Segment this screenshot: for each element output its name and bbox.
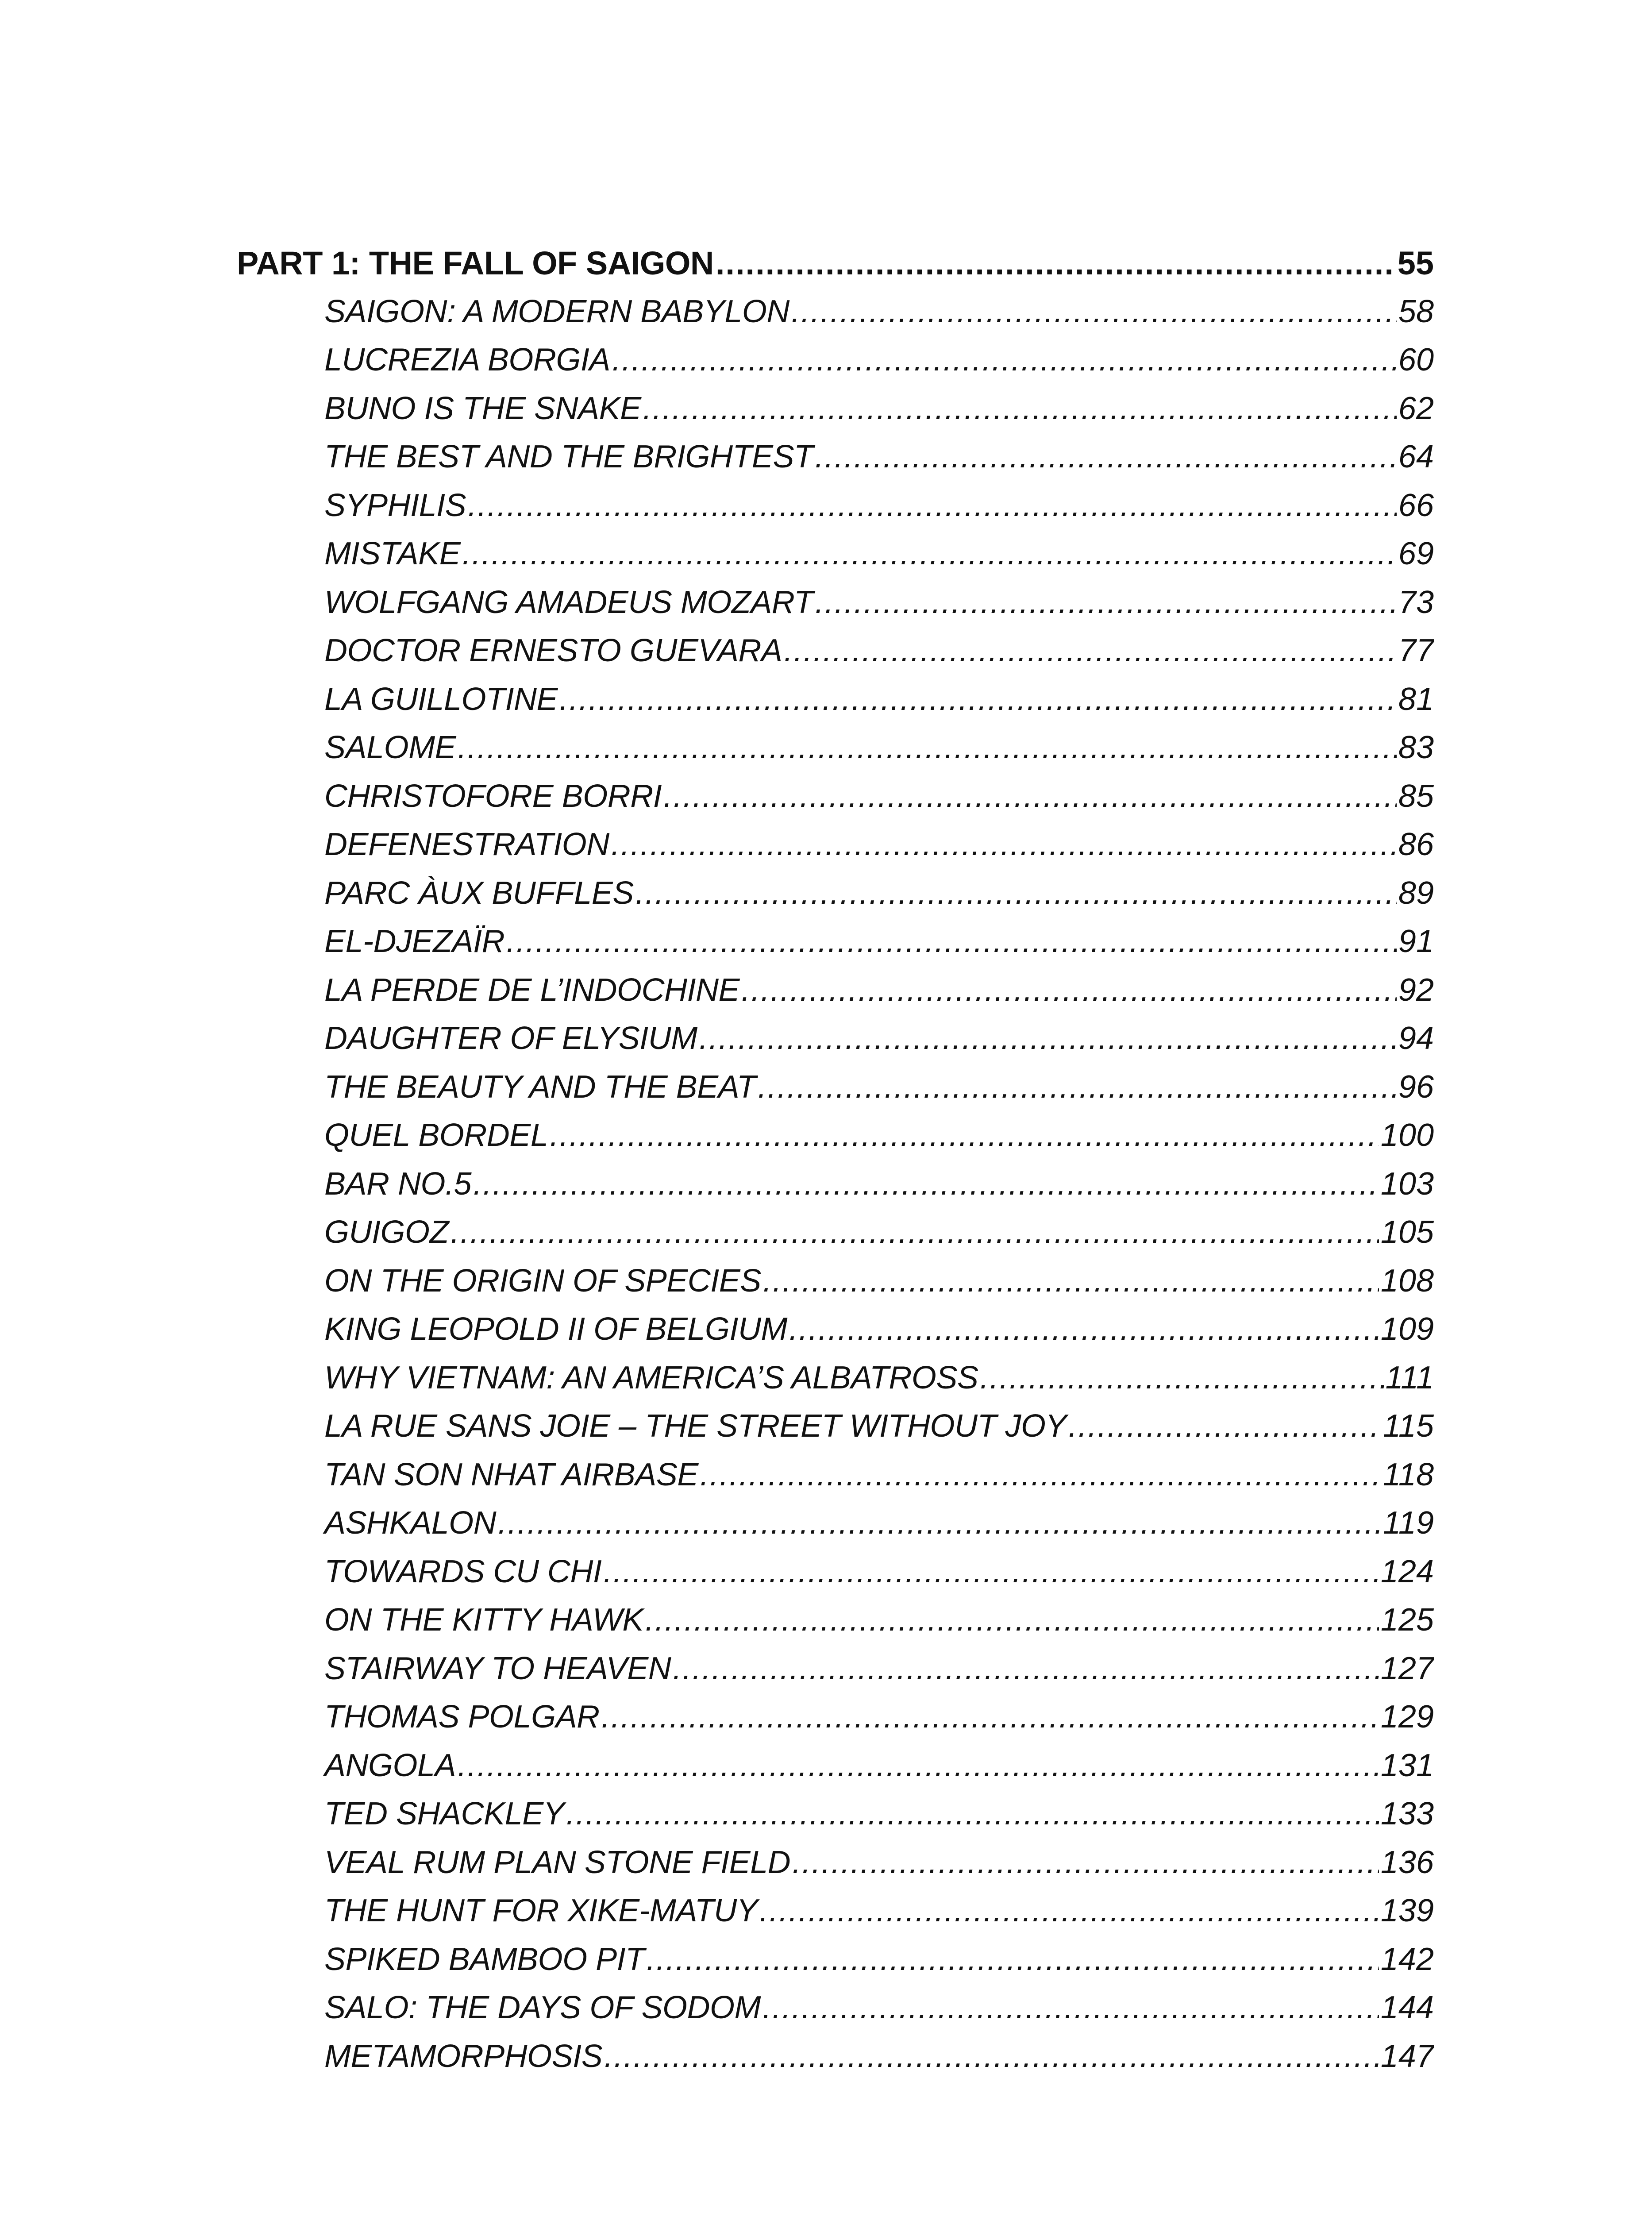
dot-leader	[700, 1451, 1381, 1500]
chapter-page-number: 125	[1380, 1602, 1434, 1638]
part-page-number: 55	[1397, 245, 1434, 281]
chapter-page-number: 131	[1380, 1747, 1434, 1783]
chapter-page-number: 83	[1398, 730, 1434, 765]
dot-leader	[791, 288, 1397, 336]
chapter-page-number: 100	[1380, 1118, 1434, 1153]
dot-leader	[643, 385, 1397, 433]
chapter-page-number: 62	[1398, 390, 1434, 426]
toc-chapter-entry[interactable]	[237, 530, 1434, 578]
chapter-title: KING LEOPOLD II OF BELGIUM	[324, 1311, 787, 1347]
chapter-title: ANGOLA	[324, 1747, 456, 1783]
chapter-page-number: 60	[1398, 342, 1434, 378]
dot-leader	[635, 869, 1397, 918]
dot-leader	[645, 1596, 1379, 1645]
toc-chapter-entry[interactable]	[237, 966, 1434, 1015]
dot-leader	[506, 918, 1397, 966]
dot-leader	[604, 2032, 1379, 2081]
chapter-title: DEFENESTRATION	[324, 827, 609, 862]
dot-leader	[603, 1548, 1379, 1596]
chapter-page-number: 115	[1383, 1408, 1434, 1444]
chapter-page-number: 66	[1398, 487, 1434, 523]
toc-chapter-entry[interactable]	[237, 1063, 1434, 1112]
dot-leader	[647, 1935, 1379, 1984]
toc-chapter-entry[interactable]	[237, 1596, 1434, 1645]
chapter-page-number: 144	[1380, 1990, 1434, 2025]
chapter-page-number: 133	[1380, 1796, 1434, 1831]
toc-chapter-entry[interactable]	[237, 1402, 1434, 1451]
dot-leader	[559, 675, 1397, 724]
toc-chapter-entry[interactable]	[237, 288, 1434, 336]
toc-chapter-entry[interactable]	[237, 1257, 1434, 1306]
chapter-title: THE BEST AND THE BRIGHTEST	[324, 439, 813, 474]
chapter-title: BAR NO.5	[324, 1166, 472, 1202]
toc-chapter-entry[interactable]	[237, 1839, 1434, 1887]
chapter-page-number: 64	[1398, 439, 1434, 474]
chapter-title: LA GUILLOTINE	[324, 681, 558, 717]
table-of-contents	[237, 239, 1434, 2081]
dot-leader	[741, 966, 1397, 1015]
toc-chapter-entry[interactable]	[237, 578, 1434, 627]
chapter-title: ASHKALON	[324, 1505, 497, 1541]
toc-chapter-entry[interactable]	[237, 675, 1434, 724]
chapter-page-number: 91	[1398, 924, 1434, 959]
dot-leader	[458, 1742, 1379, 1790]
chapter-title: SPIKED BAMBOO PIT	[324, 1941, 645, 1977]
chapter-title: DOCTOR ERNESTO GUEVARA	[324, 633, 782, 668]
toc-chapter-entry[interactable]	[237, 724, 1434, 772]
dot-leader	[462, 530, 1397, 578]
toc-chapter-entry[interactable]	[237, 336, 1434, 385]
chapter-title: SYPHILIS	[324, 487, 466, 523]
chapter-page-number: 119	[1383, 1505, 1434, 1541]
toc-chapter-entry[interactable]	[237, 1111, 1434, 1160]
chapter-title: TED SHACKLEY	[324, 1796, 565, 1831]
toc-chapter-entry[interactable]	[237, 1984, 1434, 2032]
toc-chapter-entry[interactable]	[237, 918, 1434, 966]
dot-leader	[611, 821, 1397, 869]
dot-leader	[763, 1257, 1379, 1306]
chapter-title: THE BEAUTY AND THE BEAT	[324, 1069, 756, 1105]
dot-leader	[498, 1499, 1381, 1548]
dot-leader	[789, 1305, 1379, 1354]
dot-leader	[1068, 1402, 1381, 1451]
chapter-page-number: 147	[1380, 2038, 1434, 2074]
chapter-title: GUIGOZ	[324, 1214, 449, 1250]
chapter-title: METAMORPHOSIS	[324, 2038, 603, 2074]
chapter-page-number: 94	[1398, 1021, 1434, 1056]
chapter-title: WHY VIETNAM: AN AMERICA’S ALBATROSS	[324, 1360, 978, 1396]
toc-chapter-entry[interactable]	[237, 1645, 1434, 1693]
toc-chapter-entry[interactable]	[237, 1451, 1434, 1500]
dot-leader	[784, 627, 1397, 675]
chapter-page-number: 73	[1398, 584, 1434, 620]
dot-leader	[759, 1887, 1379, 1935]
toc-chapter-entry[interactable]	[237, 433, 1434, 482]
toc-chapter-entry[interactable]	[237, 627, 1434, 675]
chapter-title: THOMAS POLGAR	[324, 1699, 600, 1735]
chapter-page-number: 139	[1380, 1893, 1434, 1928]
dot-leader	[451, 1208, 1379, 1257]
dot-leader	[550, 1111, 1379, 1160]
chapter-page-number: 109	[1380, 1311, 1434, 1347]
chapter-page-number: 96	[1398, 1069, 1434, 1105]
chapter-title: WOLFGANG AMADEUS MOZART	[324, 584, 813, 620]
toc-chapter-entry[interactable]	[237, 1790, 1434, 1839]
toc-chapter-entry[interactable]	[237, 482, 1434, 530]
toc-chapter-entry[interactable]	[237, 1305, 1434, 1354]
chapter-title: CHRISTOFORE BORRI	[324, 778, 662, 814]
chapter-title: PARC ÀUX BUFFLES	[324, 875, 634, 911]
chapter-title: LA RUE SANS JOIE – THE STREET WITHOUT JOY	[324, 1408, 1067, 1444]
chapter-title: TOWARDS CU CHI	[324, 1554, 602, 1589]
chapter-title: EL-DJEZAÏR	[324, 924, 505, 959]
chapter-title: TAN SON NHAT AIRBASE	[324, 1457, 698, 1492]
chapter-page-number: 81	[1398, 681, 1434, 717]
toc-chapter-entry[interactable]	[237, 1354, 1434, 1403]
toc-chapter-entry[interactable]	[237, 1887, 1434, 1935]
chapter-title: QUEL BORDEL	[324, 1118, 548, 1153]
dot-leader	[762, 1984, 1379, 2032]
toc-chapter-entry[interactable]	[237, 385, 1434, 433]
chapter-page-number: 127	[1380, 1650, 1434, 1686]
chapter-title: DAUGHTER OF ELYSIUM	[324, 1021, 697, 1056]
chapter-page-number: 103	[1380, 1166, 1434, 1202]
dot-leader	[566, 1790, 1379, 1839]
dot-leader	[792, 1839, 1379, 1887]
chapter-page-number: 89	[1398, 875, 1434, 911]
chapter-title: BUNO IS THE SNAKE	[324, 390, 641, 426]
chapter-page-number: 124	[1380, 1554, 1434, 1589]
chapter-title: MISTAKE	[324, 536, 461, 571]
toc-chapter-entry[interactable]	[237, 1935, 1434, 1984]
chapter-page-number: 108	[1380, 1263, 1434, 1299]
toc-part-entry[interactable]	[237, 239, 1434, 288]
chapter-page-number: 77	[1398, 633, 1434, 668]
chapter-list	[237, 288, 1434, 2081]
chapter-title: SAIGON: A MODERN BABYLON	[324, 293, 789, 329]
toc-chapter-entry[interactable]	[237, 2032, 1434, 2081]
dot-leader	[815, 433, 1396, 482]
chapter-page-number: 92	[1398, 972, 1434, 1008]
chapter-page-number: 118	[1383, 1457, 1434, 1492]
toc-chapter-entry[interactable]	[237, 1160, 1434, 1209]
dot-leader	[601, 1693, 1379, 1742]
toc-chapter-entry[interactable]	[237, 1548, 1434, 1596]
toc-chapter-entry[interactable]	[237, 1499, 1434, 1548]
dot-leader	[758, 1063, 1397, 1112]
toc-chapter-entry[interactable]	[237, 821, 1434, 869]
dot-leader	[612, 336, 1397, 385]
part-title: PART 1: THE FALL OF SAIGON	[237, 245, 714, 281]
dot-leader	[473, 1160, 1379, 1209]
dot-leader	[663, 772, 1397, 821]
dot-leader	[815, 578, 1397, 627]
chapter-title: LUCREZIA BORGIA	[324, 342, 610, 378]
chapter-title: LA PERDE DE L’INDOCHINE	[324, 972, 740, 1008]
toc-chapter-entry[interactable]	[237, 1693, 1434, 1742]
dot-leader	[673, 1645, 1379, 1693]
toc-chapter-entry[interactable]	[237, 1014, 1434, 1063]
chapter-page-number: 58	[1398, 293, 1434, 329]
dot-leader	[980, 1354, 1383, 1403]
chapter-page-number: 136	[1380, 1844, 1434, 1880]
toc-chapter-entry[interactable]	[237, 772, 1434, 821]
chapter-page-number: 85	[1398, 778, 1434, 814]
chapter-title: SALOME	[324, 730, 456, 765]
chapter-title: STAIRWAY TO HEAVEN	[324, 1650, 671, 1686]
chapter-page-number: 86	[1398, 827, 1434, 862]
toc-chapter-entry[interactable]	[237, 1742, 1434, 1790]
chapter-page-number: 142	[1380, 1941, 1434, 1977]
dot-leader	[458, 724, 1397, 772]
chapter-title: ON THE KITTY HAWK	[324, 1602, 643, 1638]
toc-chapter-entry[interactable]	[237, 1208, 1434, 1257]
dot-leader	[699, 1014, 1397, 1063]
chapter-title: THE HUNT FOR XIKE-MATUY	[324, 1893, 758, 1928]
chapter-page-number: 129	[1380, 1699, 1434, 1735]
chapter-page-number: 105	[1380, 1214, 1434, 1250]
dot-leader	[716, 239, 1396, 288]
chapter-page-number: 69	[1398, 536, 1434, 571]
toc-chapter-entry[interactable]	[237, 869, 1434, 918]
dot-leader	[468, 482, 1397, 530]
chapter-title: ON THE ORIGIN OF SPECIES	[324, 1263, 761, 1299]
chapter-title: SALO: THE DAYS OF SODOM	[324, 1990, 761, 2025]
chapter-title: VEAL RUM PLAN STONE FIELD	[324, 1844, 791, 1880]
chapter-page-number: 111	[1385, 1360, 1434, 1396]
